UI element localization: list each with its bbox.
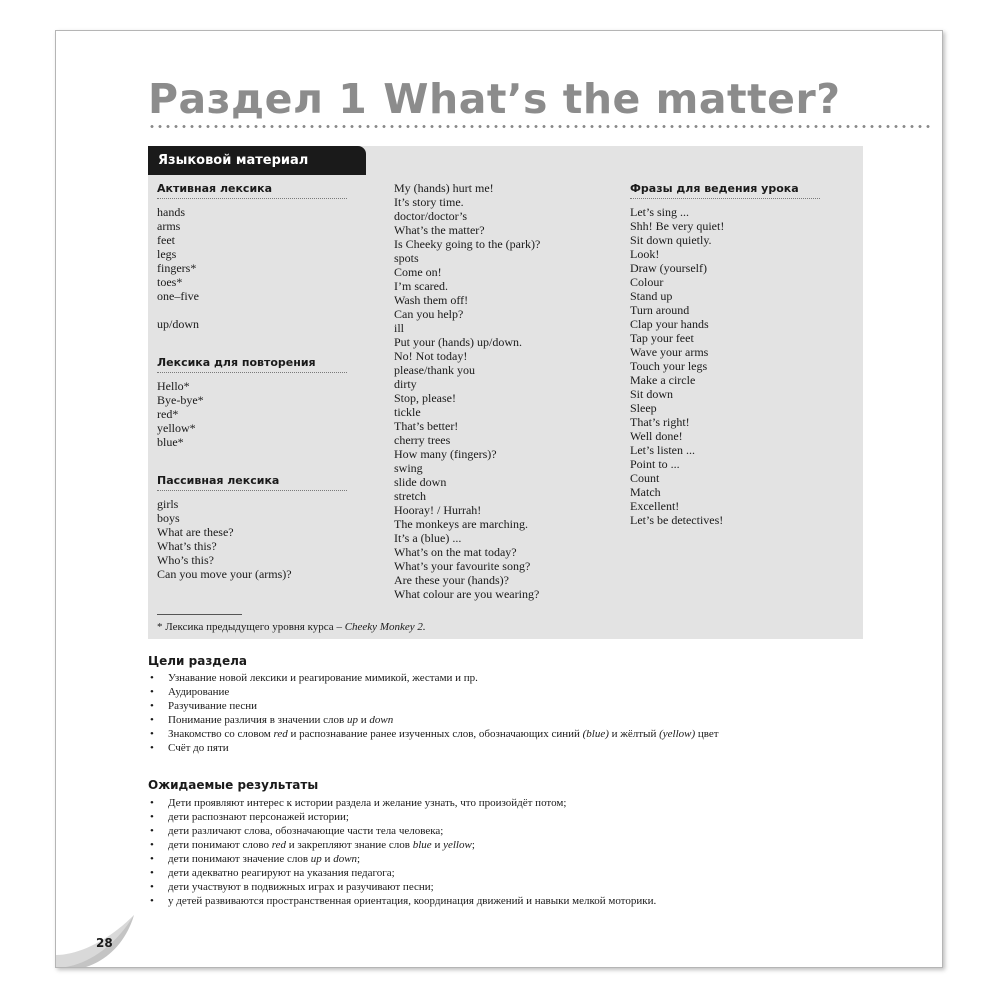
list-item: Stop, please! bbox=[394, 391, 456, 405]
list-item: Colour bbox=[630, 275, 664, 289]
list-item: Is Cheeky going to the (park)? bbox=[394, 237, 541, 251]
list-item: • дети понимают слово red и закрепляют знание слов blue и yellow; bbox=[148, 838, 862, 852]
list-item: Hooray! / Hurrah! bbox=[394, 503, 482, 517]
list-item: arms bbox=[157, 219, 181, 233]
list-item: Draw (yourself) bbox=[630, 261, 707, 275]
footnote bbox=[157, 621, 426, 633]
list-item: Point to ... bbox=[630, 457, 680, 471]
list-item: please/thank you bbox=[394, 363, 475, 377]
list-item: Let’s listen ... bbox=[630, 443, 695, 457]
list-item: Put your (hands) up/down. bbox=[394, 335, 522, 349]
list-item: Wave your arms bbox=[630, 345, 709, 359]
list-item: feet bbox=[157, 233, 175, 247]
list-item: Sit down bbox=[630, 387, 674, 401]
list-item: ill bbox=[394, 321, 405, 335]
list-item: Shh! Be very quiet! bbox=[630, 219, 725, 233]
book-page bbox=[55, 30, 943, 968]
classroom-phrases-heading: Фразы для ведения урока bbox=[630, 182, 799, 195]
list-item: Come on! bbox=[394, 265, 442, 279]
list-item: Count bbox=[630, 471, 660, 485]
list-item: What’s the matter? bbox=[394, 223, 485, 237]
list-item: • у детей развиваются пространственная ориентация, координация движений и навыки мелкой моторики. bbox=[148, 894, 862, 908]
list-item: Excellent! bbox=[630, 499, 680, 513]
list-item: It’s a (blue) ... bbox=[394, 531, 462, 545]
list-item: What’s your favourite song? bbox=[394, 559, 531, 573]
list-item: Look! bbox=[630, 247, 660, 261]
list-item: Are these your (hands)? bbox=[394, 573, 509, 587]
classroom-phrases-column bbox=[630, 181, 855, 527]
list-item: yellow* bbox=[157, 421, 196, 435]
outcomes-list bbox=[148, 796, 862, 908]
list-item: • Аудирование bbox=[148, 685, 862, 699]
list-item: • дети распознают персонажей истории; bbox=[148, 810, 862, 824]
list-item: Let’s be detectives! bbox=[630, 513, 724, 527]
list-item: Sleep bbox=[630, 401, 657, 415]
footnote-rule bbox=[157, 614, 242, 615]
list-item: • Разучивание песни bbox=[148, 699, 862, 713]
list-item: dirty bbox=[394, 377, 417, 391]
list-item: Sit down quietly. bbox=[630, 233, 712, 247]
list-item: • Дети проявляют интерес к истории раздела и желание узнать, что произойдёт потом; bbox=[148, 796, 862, 810]
list-item: • дети понимают значение слов up и down; bbox=[148, 852, 862, 866]
list-item: • дети участвуют в подвижных играх и разучивают песни; bbox=[148, 880, 862, 894]
list-item: • дети различают слова, обозначающие части тела человека; bbox=[148, 824, 862, 838]
passive-vocab-heading: Пассивная лексика bbox=[157, 474, 280, 487]
list-item: slide down bbox=[394, 475, 447, 489]
list-item: Bye-bye* bbox=[157, 393, 204, 407]
footnote-text: * Лексика предыдущего уровня курса – bbox=[157, 621, 345, 633]
heading-rule bbox=[157, 372, 347, 373]
list-item: No! Not today! bbox=[394, 349, 468, 363]
heading-rule bbox=[157, 490, 347, 491]
list-item: Touch your legs bbox=[630, 359, 708, 373]
list-item: • Счёт до пяти bbox=[148, 741, 862, 755]
list-item: girls bbox=[157, 497, 179, 511]
list-item: What are these? bbox=[157, 525, 234, 539]
list-item: Let’s sing ... bbox=[630, 205, 689, 219]
list-item: one–five bbox=[157, 289, 199, 303]
list-item: boys bbox=[157, 511, 180, 525]
list-item: My (hands) hurt me! bbox=[394, 181, 494, 195]
list-item: Hello* bbox=[157, 379, 190, 393]
list-item: up/down bbox=[157, 317, 199, 331]
list-item: What’s on the mat today? bbox=[394, 545, 517, 559]
vocab-column-left bbox=[157, 181, 382, 581]
list-item: Match bbox=[630, 485, 661, 499]
list-item: • дети адекватно реагируют на указания педагога; bbox=[148, 866, 862, 880]
list-item: Can you move your (arms)? bbox=[157, 567, 292, 581]
list-item: hands bbox=[157, 205, 185, 219]
review-vocab-heading: Лексика для повторения bbox=[157, 356, 316, 369]
list-item: • Узнавание новой лексики и реагирование мимикой, жестами и пр. bbox=[148, 671, 862, 685]
list-item: toes* bbox=[157, 275, 183, 289]
list-item: I’m scared. bbox=[394, 279, 448, 293]
active-vocab-heading: Активная лексика bbox=[157, 182, 273, 195]
list-item: That’s right! bbox=[630, 415, 690, 429]
list-item: Clap your hands bbox=[630, 317, 709, 331]
list-item: red* bbox=[157, 407, 179, 421]
list-item: • Понимание различия в значении слов up и down bbox=[148, 713, 862, 727]
list-item: • Знакомство со словом red и распознавание ранее изученных слов, обозначающих синий (blue) и жёлтый (yellow) цвет bbox=[148, 727, 862, 741]
heading-rule bbox=[157, 198, 347, 199]
list-item: blue* bbox=[157, 435, 184, 449]
goals-heading: Цели раздела bbox=[148, 654, 248, 668]
list-item: What colour are you wearing? bbox=[394, 587, 540, 601]
list-item: The monkeys are marching. bbox=[394, 517, 528, 531]
list-item: Well done! bbox=[630, 429, 683, 443]
unit-label: Раздел 1 bbox=[148, 75, 368, 123]
language-material-tab: Языковой материал bbox=[148, 146, 366, 175]
list-item: Tap your feet bbox=[630, 331, 694, 345]
list-item: Turn around bbox=[630, 303, 690, 317]
goals-list bbox=[148, 671, 862, 755]
list-item: It’s story time. bbox=[394, 195, 464, 209]
list-item: What’s this? bbox=[157, 539, 217, 553]
unit-name: What’s the matter? bbox=[383, 75, 841, 123]
list-item: Can you help? bbox=[394, 307, 464, 321]
list-item: Stand up bbox=[630, 289, 673, 303]
list-item: spots bbox=[394, 251, 419, 265]
list-item: swing bbox=[394, 461, 423, 475]
list-item: stretch bbox=[394, 489, 426, 503]
list-item: Who’s this? bbox=[157, 553, 214, 567]
list-item: Make a circle bbox=[630, 373, 696, 387]
heading-rule bbox=[630, 198, 820, 199]
list-item: cherry trees bbox=[394, 433, 451, 447]
list-item: doctor/doctor’s bbox=[394, 209, 468, 223]
dotted-divider bbox=[148, 125, 934, 128]
list-item: fingers* bbox=[157, 261, 197, 275]
footnote-source: Cheeky Monkey 2. bbox=[344, 621, 426, 633]
list-item: How many (fingers)? bbox=[394, 447, 497, 461]
outcomes-heading: Ожидаемые результаты bbox=[148, 778, 319, 792]
page-number: 28 bbox=[96, 936, 113, 950]
list-item: Wash them off! bbox=[394, 293, 469, 307]
list-item: That’s better! bbox=[394, 419, 459, 433]
unit-title bbox=[148, 75, 841, 123]
list-item: tickle bbox=[394, 405, 421, 419]
vocab-column-middle bbox=[394, 181, 624, 601]
list-item: legs bbox=[157, 247, 177, 261]
